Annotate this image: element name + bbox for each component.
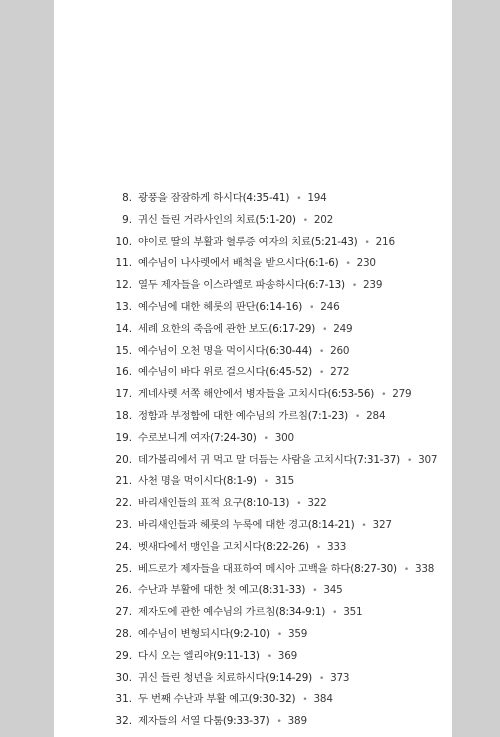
toc-separator-bullet: • [381, 390, 387, 401]
toc-entry-title: 예수님이 변형되시다(9:2-10) [138, 627, 270, 640]
toc-entry [54, 689, 452, 711]
toc-separator-bullet: • [361, 520, 367, 531]
toc-separator-bullet: • [276, 717, 282, 728]
toc-entry-page: 322 [307, 497, 327, 510]
toc-separator-bullet: • [322, 324, 328, 335]
toc-entry-page: 246 [320, 300, 340, 313]
toc-entry-number: 9. [122, 213, 132, 226]
toc-entry-title: 귀신 들린 거라사인의 치료(5:1-20) [138, 213, 296, 226]
toc-entry-line [138, 428, 294, 451]
toc-separator-bullet: • [315, 542, 321, 553]
toc-entry-line [138, 319, 352, 342]
toc-separator-bullet: • [312, 586, 318, 597]
toc-entry-page: 384 [313, 693, 333, 706]
toc-entry-title: 사천 명을 먹이시다(8:1-9) [138, 475, 257, 488]
toc-entry-title: 데가볼리에서 귀 먹고 말 더듬는 사람을 고치시다(7:31-37) [138, 453, 400, 466]
toc-entry [54, 711, 452, 733]
toc-separator-bullet: • [296, 194, 302, 204]
toc-entry-title: 게네사렛 서쪽 해안에서 병자들을 고치시다(6:53-56) [138, 388, 375, 401]
toc-entry-line [138, 711, 307, 734]
toc-entry-page: 359 [287, 627, 308, 640]
toc-separator-bullet: • [276, 629, 282, 640]
toc-entry-number: 27. [115, 606, 132, 619]
toc-entry [54, 646, 452, 668]
toc-separator-bullet: • [302, 695, 308, 706]
toc-entry-page: 369 [277, 649, 298, 662]
toc-entry [54, 450, 452, 472]
toc-separator-bullet: • [355, 411, 361, 422]
toc-entry-number: 30. [115, 671, 132, 684]
toc-entry-line [138, 646, 297, 669]
toc-entry-number: 10. [115, 235, 132, 248]
toc-entry-title: 광풍을 잠잠하게 하시다(4:35-41) [138, 192, 290, 204]
toc-entry-line [138, 232, 395, 255]
toc-entry-number: 8. [122, 192, 132, 204]
toc-entry [54, 297, 452, 319]
toc-entry-page: 249 [333, 322, 353, 335]
toc-entry [54, 275, 452, 297]
toc-entry [54, 253, 452, 275]
toc-entry-page: 194 [307, 192, 327, 204]
toc-entry-page: 351 [343, 606, 363, 619]
toc-entry-line [138, 341, 349, 364]
toc-entry [54, 668, 452, 690]
toc-entry-line [138, 253, 376, 276]
toc-entry-page: 216 [375, 235, 395, 248]
toc-entry-number: 13. [115, 300, 132, 313]
table-of-contents [54, 188, 452, 733]
toc-entry-title: 예수님에 대한 헤롯의 판단(6:14-16) [138, 300, 303, 313]
toc-separator-bullet: • [318, 673, 325, 684]
toc-entry-title: 세례 요한의 죽음에 관한 보도(6:17-29) [138, 322, 316, 335]
toc-entry-line [138, 362, 349, 385]
toc-entry-line [138, 689, 333, 712]
toc-entry-title: 예수님이 오천 명을 먹이시다(6:30-44) [138, 344, 312, 357]
toc-entry-title: 수난과 부활에 대한 첫 예고(8:31-33) [138, 584, 306, 597]
toc-entry [54, 602, 452, 624]
toc-entry [54, 580, 452, 602]
toc-entry-page: 272 [330, 366, 350, 379]
toc-entry-number: 29. [115, 649, 132, 662]
toc-entry-page: 284 [366, 409, 386, 422]
toc-entry-title: 귀신 들린 청년을 치료하시다(9:14-29) [138, 671, 312, 684]
toc-entry-page: 345 [323, 584, 343, 597]
toc-entry-title: 다시 오는 엘리야(9:11-13) [138, 649, 260, 662]
toc-entry-number: 18. [115, 409, 132, 422]
toc-entry-page: 307 [418, 453, 438, 466]
toc-entry-title: 제자도에 관한 예수님의 가르침(8:34-9:1) [138, 606, 326, 619]
toc-entry-number: 14. [115, 322, 132, 335]
toc-entry-title: 벳새다에서 맹인을 고치시다(8:22-26) [138, 540, 309, 553]
toc-separator-bullet: • [351, 281, 358, 292]
toc-entry [54, 362, 452, 384]
toc-entry-title: 제자들의 서열 다툼(9:33-37) [138, 715, 270, 728]
toc-entry [54, 210, 452, 232]
toc-entry [54, 624, 452, 646]
toc-separator-bullet: • [302, 215, 308, 226]
toc-entry-page: 373 [330, 671, 350, 684]
toc-entry-title: 두 번째 수난과 부활 예고(9:30-32) [138, 693, 296, 706]
toc-entry-number: 17. [115, 388, 132, 401]
toc-entry-number: 11. [115, 257, 132, 270]
toc-entry-title: 예수님이 바다 위로 걸으시다(6:45-52) [138, 366, 312, 379]
toc-entry-line [138, 580, 343, 603]
toc-entry [54, 471, 452, 493]
toc-entry-line [138, 559, 434, 582]
toc-entry-page: 202 [313, 213, 334, 226]
toc-entry-line [138, 624, 307, 647]
toc-entry-page: 279 [392, 388, 412, 401]
toc-entry-line [138, 515, 392, 538]
toc-entry-title: 열두 제자들을 이스라엘로 파송하시다(6:7-13) [138, 279, 345, 292]
toc-entry [54, 188, 452, 210]
toc-entry-title: 야이로 딸의 부활과 혈루증 여자의 치료(5:21-43) [138, 235, 358, 248]
toc-entry-line [138, 471, 294, 494]
toc-entry-number: 25. [115, 562, 132, 575]
toc-entry-page: 389 [287, 715, 307, 728]
toc-entry-page: 338 [414, 562, 435, 575]
toc-entry [54, 319, 452, 341]
toc-entry-number: 20. [115, 453, 132, 466]
toc-entry-line [138, 210, 333, 233]
toc-entry-title: 정함과 부정함에 대한 예수님의 가르침(7:1-23) [138, 409, 349, 422]
toc-entry-number: 22. [115, 497, 132, 510]
toc-separator-bullet: • [406, 455, 413, 466]
toc-entry-number: 15. [115, 344, 132, 357]
toc-entry-number: 31. [115, 693, 132, 706]
toc-entry-line [138, 384, 411, 407]
toc-entry [54, 384, 452, 406]
toc-entry-line [138, 297, 339, 320]
toc-separator-bullet: • [318, 346, 325, 357]
toc-entry [54, 341, 452, 363]
toc-entry-line [138, 537, 346, 560]
toc-entry [54, 493, 452, 515]
toc-entry-line [138, 406, 385, 429]
toc-entry-number: 12. [115, 279, 132, 292]
toc-entry-line [138, 188, 327, 211]
toc-entry-title: 예수님이 나사렛에서 배척을 받으시다(6:1-6) [138, 257, 339, 270]
toc-entry [54, 559, 452, 581]
toc-entry-line [138, 275, 382, 298]
toc-entry-page: 315 [274, 475, 295, 488]
toc-entry [54, 428, 452, 450]
toc-separator-bullet: • [345, 259, 351, 270]
toc-entry-number: 32. [115, 715, 132, 728]
toc-separator-bullet: • [296, 499, 302, 510]
toc-separator-bullet: • [266, 651, 272, 662]
toc-entry [54, 406, 452, 428]
toc-entry-line [138, 493, 327, 516]
toc-entry-number: 26. [115, 584, 132, 597]
toc-entry-page: 333 [326, 540, 347, 553]
toc-entry [54, 232, 452, 254]
toc-separator-bullet: • [263, 477, 269, 488]
toc-entry-page: 239 [363, 279, 383, 292]
toc-entry-number: 21. [115, 475, 132, 488]
toc-entry-page: 230 [356, 257, 376, 270]
toc-entry-title: 바리새인들과 헤롯의 누룩에 대한 경고(8:14-21) [138, 518, 355, 531]
toc-entry-line [138, 602, 362, 625]
toc-separator-bullet: • [403, 564, 409, 575]
toc-entry-number: 24. [115, 540, 132, 553]
toc-entry-line [138, 450, 437, 473]
toc-separator-bullet: • [318, 368, 325, 379]
toc-entry-page: 327 [372, 518, 392, 531]
toc-entry-title: 수로보니게 여자(7:24-30) [138, 431, 257, 444]
toc-entry [54, 515, 452, 537]
toc-separator-bullet: • [332, 608, 338, 619]
toc-entry-number: 16. [115, 366, 132, 379]
toc-entry [54, 537, 452, 559]
toc-entry-title: 베드로가 제자들을 대표하여 메시아 고백을 하다(8:27-30) [138, 562, 397, 575]
toc-separator-bullet: • [309, 302, 315, 313]
toc-entry-page: 260 [330, 344, 350, 357]
toc-entry-line [138, 668, 349, 691]
toc-entry-number: 19. [115, 431, 132, 444]
toc-separator-bullet: • [263, 433, 269, 444]
toc-separator-bullet: • [364, 237, 370, 248]
toc-entry-page: 300 [274, 431, 294, 444]
toc-entry-number: 28. [115, 627, 132, 640]
toc-entry-title: 바리새인들의 표적 요구(8:10-13) [138, 497, 290, 510]
toc-entry-number: 23. [115, 518, 132, 531]
